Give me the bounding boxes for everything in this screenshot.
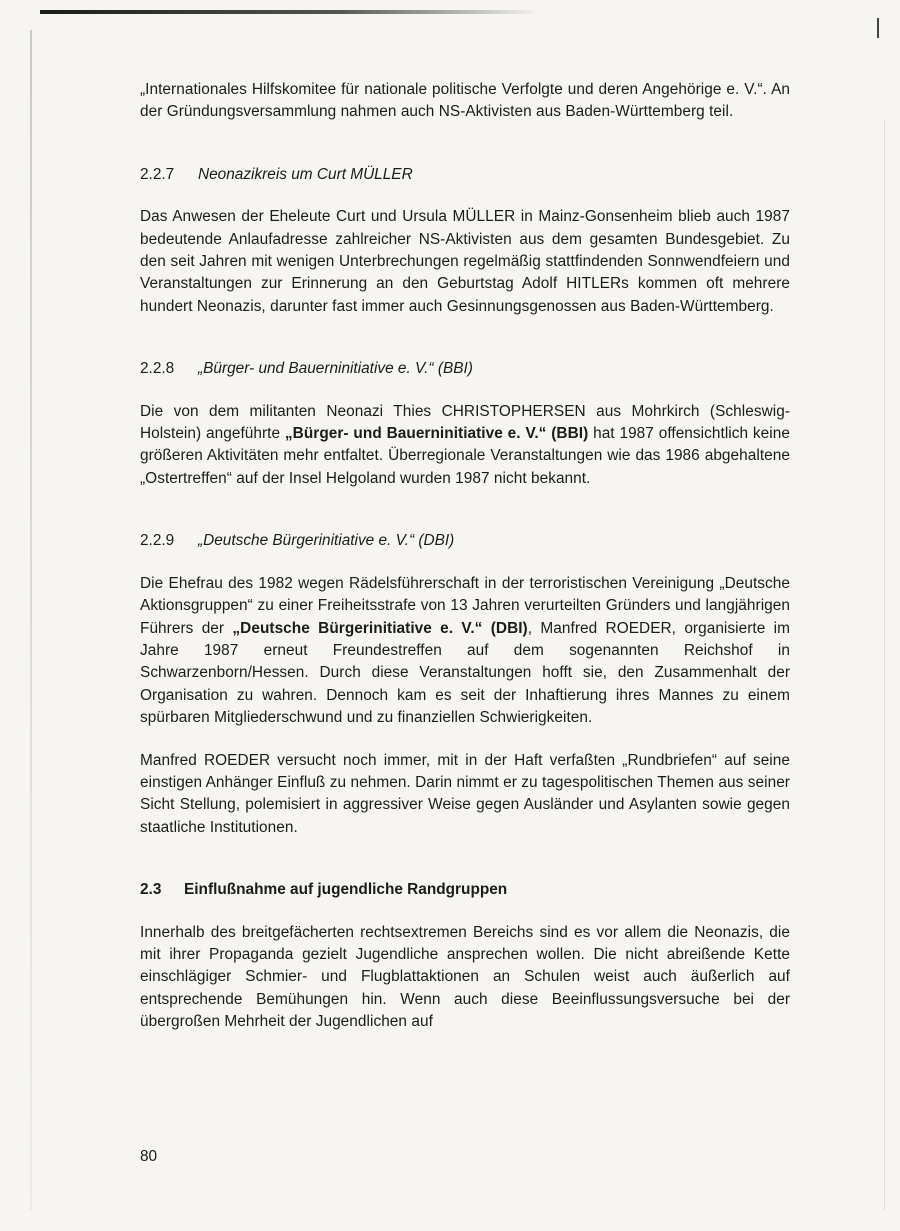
section-2-2-8-paragraph: Die von dem militanten Neonazi Thies CHRISTOPHERSEN aus Mohrkirch (Schleswig-Holstein) angeführte „Bürger- und Bauerninitiative e. V.“ (BBI) hat 1987 offensichtlich keine größeren Aktivitäten mehr entfaltet. Überregionale Veranstaltungen wie das 1986 abgehaltene „Ostertreffen“ auf der Insel Helgoland wurden 1987 nicht bekannt. — [140, 402, 790, 487]
section-title: „Deutsche Bürgerinitiative e. V.“ (DBI) — [198, 532, 455, 550]
dbi-name: „Deutsche Bürgerinitiative e. V.“ (DBI) — [232, 619, 528, 637]
section-2-2-9-heading — [140, 530, 790, 552]
section-title: „Bürger- und Bauerninitiative e. V.“ (BBI) — [198, 360, 473, 378]
bbi-abbrev: (BBI) — [551, 425, 589, 443]
scan-edge-right — [884, 120, 885, 1210]
bbi-name: „Bürger- und Bauerninitiative e. V.“ — [284, 425, 547, 443]
scan-edge-top — [40, 10, 540, 14]
section-2-3-paragraph: Innerhalb des breitgefächerten rechtsextremen Bereichs sind es vor allem die Neonazis, die mit ihrer Propaganda gezielt Jugendliche ansprechen wollen. Die nicht abreißende Kette einschlägiger Schmier- und Flugblattaktionen an Schulen weist auch äußerlich auf entsprechende Bemühungen hin. Wenn auch diese Beeinflussungsversuche bei der übergroßen Mehrheit der Jugendlichen auf — [140, 923, 790, 1031]
section-title: Neonazikreis um Curt MÜLLER — [198, 165, 413, 183]
intro-paragraph: „Internationales Hilfskomitee für nationale politische Verfolgte und deren Angehörige e. V.“. An der Gründungsversammlung nahmen auch NS-Aktivisten aus Baden-Württemberg teil. — [140, 81, 790, 121]
page-number: 80 — [140, 1148, 158, 1165]
section-number: 2.2.9 — [140, 532, 175, 550]
page-body — [140, 79, 790, 1034]
scan-mark-right — [877, 18, 879, 38]
section-2-2-8-heading — [140, 358, 790, 380]
scan-edge-left — [30, 30, 32, 1210]
section-2-3-heading — [140, 879, 790, 901]
section-2-2-7-paragraph: Das Anwesen der Eheleute Curt und Ursula MÜLLER in Mainz-Gonsenheim blieb auch 1987 bedeutende Anlaufadresse zahlreicher NS-Aktivisten aus dem gesamten Bundesgebiet. Zu den seit Jahren mit wenigen Unterbrechungen regelmäßig stattfindenden Sonnwendfeiern und Veranstaltungen zur Erinnerung an den Geburtstag Adolf HITLERs kommen oft mehrere hundert Neonazis, darunter fast immer auch Gesinnungsgenossen aus Baden-Württemberg. — [140, 208, 790, 315]
section-2-2-9-paragraph-1: Die Ehefrau des 1982 wegen Rädelsführerschaft in der terroristischen Vereinigung „Deutsche Aktionsgruppen“ zu einer Freiheitsstrafe von 13 Jahren verurteilten Gründers und langjährigen Führers der „Deutsche Bürgerinitiative e. V.“ (DBI), Manfred ROEDER, organisierte im Jahre 1987 erneut Freundestreffen auf dem sogenannten Reichshof in Schwarzenborn/Hessen. Durch diese Veranstaltungen hofft sie, den Zusammenhalt der Organisation zu wahren. Dennoch kam es seit der Inhaftierung ihres Mannes zu einem spürbaren Mitgliederschwund und zu finanziellen Schwierigkeiten. — [140, 574, 791, 727]
section-number: 2.2.8 — [140, 360, 175, 378]
section-2-2-9-paragraph-2: Manfred ROEDER versucht noch immer, mit in der Haft verfaßten „Rundbriefen“ auf seine einstigen Anhänger Einfluß zu nehmen. Darin nimmt er zu tagespolitischen Themen aus seiner Sicht Stellung, polemisiert in aggressiver Weise gegen Ausländer und Asylanten sowie gegen staatliche Institutionen. — [140, 751, 790, 836]
section-2-2-7-heading — [140, 164, 790, 186]
section-title: Einflußnahme auf jugendliche Randgruppen — [184, 881, 508, 899]
section-number: 2.3 — [140, 881, 162, 899]
section-number: 2.2.7 — [140, 165, 175, 183]
